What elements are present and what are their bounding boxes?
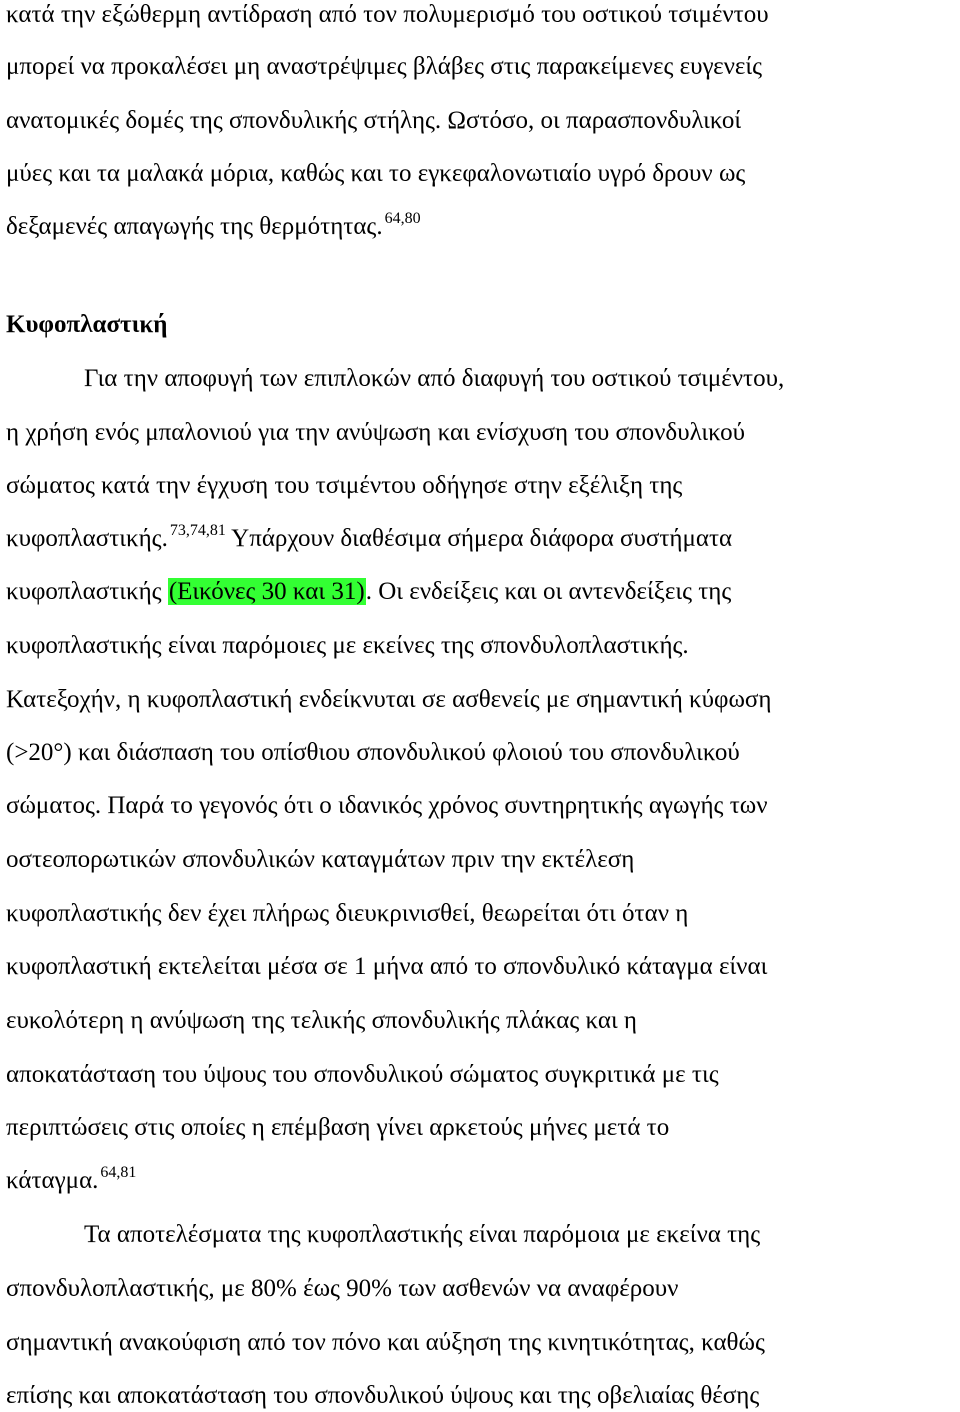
text-line: σώματος κατά την έγχυση του τσιμέντου οδήγησε στην εξέλιξη της: [6, 472, 683, 499]
text-line: [6, 524, 732, 554]
text-line: μπορεί να προκαλέσει μη αναστρέψιμες βλάβες στις παρακείμενες ευγενείς: [6, 53, 763, 80]
text-span: κυφοπλαστικής.: [6, 525, 168, 552]
citation-superscript: 64,81: [100, 1164, 137, 1181]
text-line: ανατομικές δομές της σπονδυλικής στήλης. Ωστόσο, οι παρασπονδυλικοί: [6, 107, 742, 134]
text-span: . Οι ενδείξεις και οι αντενδείξεις της: [365, 578, 732, 605]
text-line: [6, 1166, 136, 1196]
text-line: αποκατάσταση του ύψους του σπονδυλικού σώματος συγκριτικά με τις: [6, 1061, 719, 1088]
text-line: κατά την εξώθερμη αντίδραση από τον πολυμερισμό του οστικού τσιμέντου: [6, 1, 769, 28]
text-line: επίσης και αποκατάσταση του σπονδυλικού ύψους και της οβελιαίας θέσης: [6, 1382, 760, 1409]
text-line: κυφοπλαστικής είναι παρόμοιες με εκείνες της σπονδυλοπλαστικής.: [6, 632, 689, 659]
text-line: περιπτώσεις στις οποίες η επέμβαση γίνει αρκετούς μήνες μετά το: [6, 1114, 670, 1141]
text-line: σημαντική ανακούφιση από τον πόνο και αύξηση της κινητικότητας, καθώς: [6, 1329, 765, 1356]
text-line: Για την αποφυγή των επιπλοκών από διαφυγή του οστικού τσιμέντου,: [84, 365, 785, 392]
text-line: κυφοπλαστικής δεν έχει πλήρως διευκρινισθεί, θεωρείται ότι όταν η: [6, 900, 689, 927]
text-span: κυφοπλαστικής: [6, 578, 168, 605]
text-line: σπονδυλοπλαστικής, με 80% έως 90% των ασθενών να αναφέρουν: [6, 1275, 679, 1302]
citation-superscript: 73,74,81: [169, 522, 226, 539]
text-line: Κατεξοχήν, η κυφοπλαστική ενδείκνυται σε ασθενείς με σημαντική κύφωση: [6, 686, 772, 713]
text-span: κάταγμα.: [6, 1167, 99, 1194]
text-line: ευκολότερη η ανύψωση της τελικής σπονδυλικής πλάκας και η: [6, 1007, 637, 1034]
citation-superscript: 64,80: [384, 210, 421, 227]
text-line: κυφοπλαστική εκτελείται μέσα σε 1 μήνα από το σπονδυλικό κάταγμα είναι: [6, 953, 768, 980]
figure-reference-highlight[interactable]: (Εικόνες 30 και 31): [168, 578, 365, 605]
text-line: Τα αποτελέσματα της κυφοπλαστικής είναι παρόμοια με εκείνα της: [84, 1221, 761, 1248]
text-line: η χρήση ενός μπαλονιού για την ανύψωση και ενίσχυση του σπονδυλικού: [6, 419, 746, 446]
text-span: Υπάρχουν διαθέσιμα σήμερα διάφορα συστήματα: [225, 525, 733, 552]
text-line: [6, 212, 421, 242]
text-line: οστεοπορωτικών σπονδυλικών καταγμάτων πριν την εκτέλεση: [6, 846, 635, 873]
text-line: σώματος. Παρά το γεγονός ότι ο ιδανικός χρόνος συντηρητικής αγωγής των: [6, 792, 768, 819]
text-line: [6, 577, 731, 607]
text-span: δεξαμενές απαγωγής της θερμότητας.: [6, 213, 383, 240]
text-line: (>20°) και διάσπαση του οπίσθιου σπονδυλικού φλοιού του σπονδυλικού: [6, 739, 740, 766]
text-line: μύες και τα μαλακά μόρια, καθώς και το εγκεφαλονωτιαίο υγρό δρουν ως: [6, 160, 746, 187]
section-heading: Κυφοπλαστική: [6, 311, 168, 338]
